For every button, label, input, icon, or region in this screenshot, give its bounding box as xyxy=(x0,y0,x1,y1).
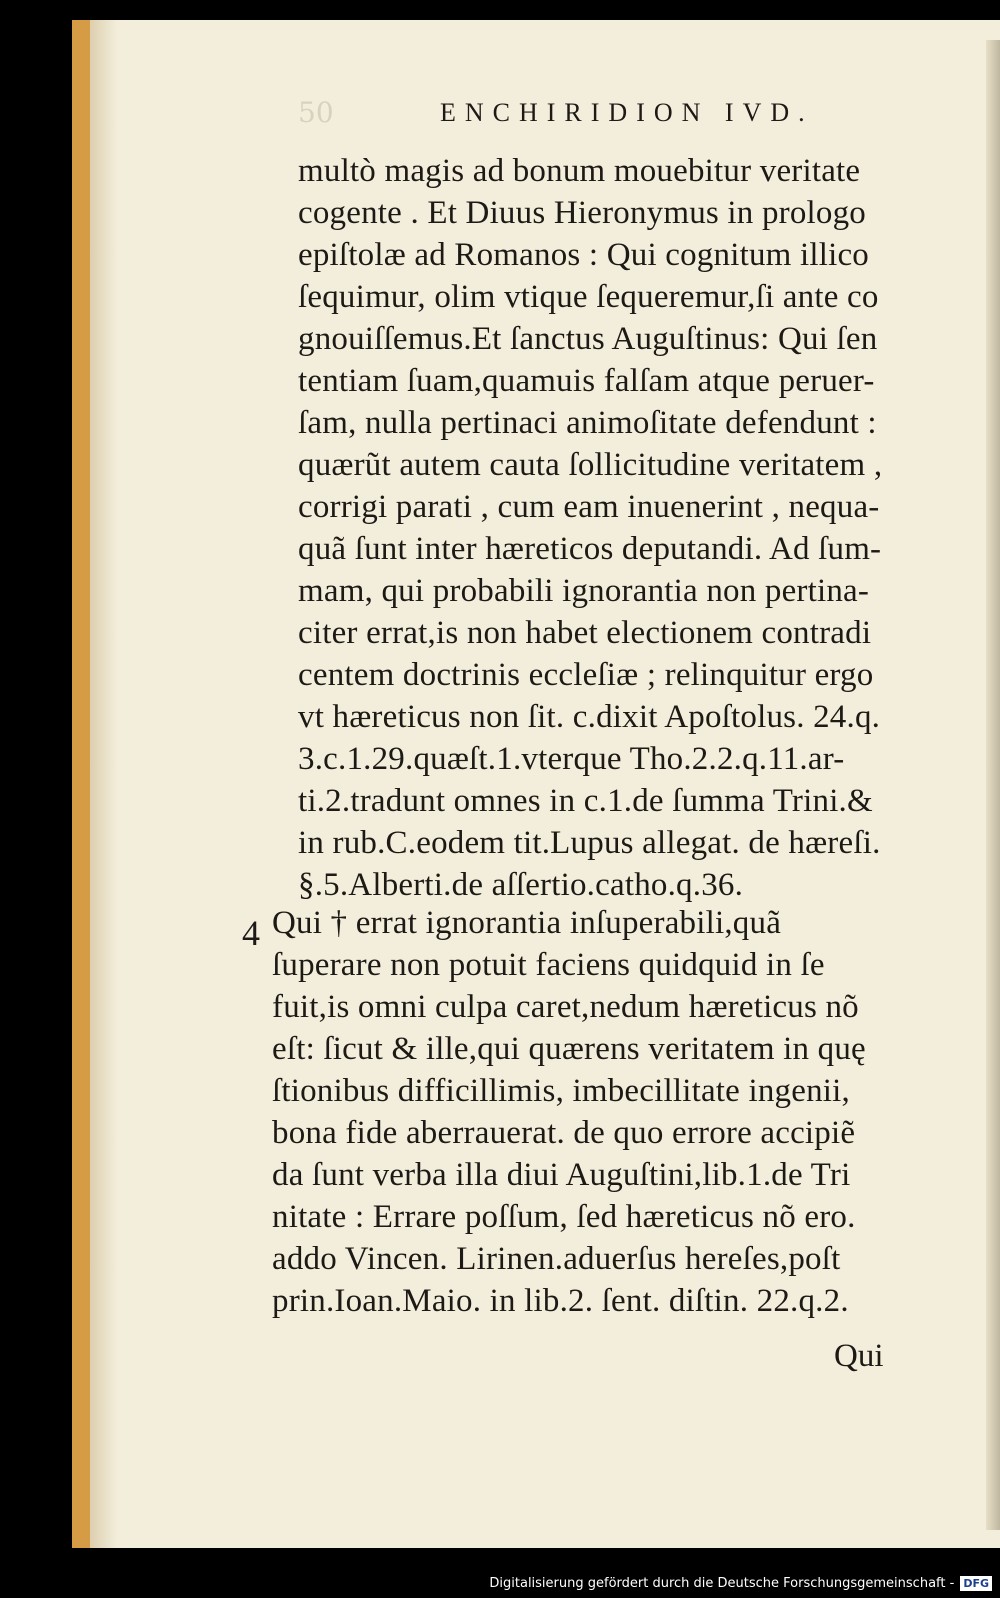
text-line: gnouiſſemus.Et ſanctus Auguſtinus: Qui ſen xyxy=(298,321,878,357)
catchword: Qui xyxy=(834,1338,884,1374)
text-line: multò magis ad bonum mouebitur veritate xyxy=(298,153,861,189)
text-line: cogente . Et Diuus Hieronymus in prologo xyxy=(298,195,867,231)
text-line: Qui † errat ignorantia inſuperabili,quã xyxy=(272,905,782,941)
running-head: ENCHIRIDION IVD. xyxy=(440,98,814,127)
text-line: fuit,is omni culpa caret,nedum hæreticus nõ xyxy=(272,989,859,1025)
text-line: ſuperare non potuit faciens quidquid in ſe xyxy=(272,947,825,983)
text-block-a xyxy=(298,150,978,906)
ghost-page-number: 50 xyxy=(298,96,334,129)
text-line: ſam, nulla pertinaci animoſitate defendunt : xyxy=(298,405,877,441)
text-line: ſequimur, olim vtique ſequeremur,ſi ante co xyxy=(298,279,879,315)
text-line: bona fide aberrauerat. de quo errore accipiẽ xyxy=(272,1115,856,1151)
text-line: da ſunt verba illa diui Auguſtini,lib.1.de Tri xyxy=(272,1157,851,1193)
footer-credit xyxy=(489,1572,992,1594)
text-line: quã ſunt inter hæreticos deputandi. Ad ſum- xyxy=(298,531,882,567)
text-line: centem doctrinis eccleſiæ ; relinquitur ergo xyxy=(298,657,874,693)
text-block-b xyxy=(272,902,972,1322)
text-line: epiſtolæ ad Romanos : Qui cognitum illico xyxy=(298,237,869,273)
text-line: mam, qui probabili ignorantia non pertina- xyxy=(298,573,870,609)
text-line: ſtionibus difficillimis, imbecillitate ingenii, xyxy=(272,1073,850,1109)
text-line: corrigi parati , cum eam inuenerint , nequa- xyxy=(298,489,880,525)
text-line: addo Vincen. Lirinen.aduerſus hereſes,poſt xyxy=(272,1241,841,1277)
text-line: nitate : Errare poſſum, ſed hæreticus nõ ero. xyxy=(272,1199,856,1235)
text-line: eſt: ſicut & ille,qui quærens veritatem in quę xyxy=(272,1031,866,1067)
text-line: 3.c.1.29.quæſt.1.vterque Tho.2.2.q.11.ar- xyxy=(298,741,845,777)
page-right-edge xyxy=(986,40,1000,1530)
text-line: §.5.Alberti.de aſſertio.catho.q.36. xyxy=(298,867,744,903)
margin-section-number: 4 xyxy=(242,913,260,953)
text-line: ti.2.tradunt omnes in c.1.de ſumma Trini.& xyxy=(298,783,873,819)
text-line: tentiam ſuam,quamuis falſam atque peruer- xyxy=(298,363,875,399)
text-line: in rub.C.eodem tit.Lupus allegat. de hæreſi. xyxy=(298,825,881,861)
page-gutter-shadow xyxy=(90,20,118,1548)
text-line: quærũt autem cauta ſollicitudine veritatem , xyxy=(298,447,883,483)
text-line: vt hæreticus non ſit. c.dixit Apoſtolus. 24.q. xyxy=(298,699,881,735)
dfg-logo: DFG xyxy=(960,1576,992,1591)
text-line: citer errat,is non habet electionem contradi xyxy=(298,615,872,651)
footer-credit-text: Digitalisierung gefördert durch die Deutsche Forschungsgemeinschaft - xyxy=(489,1575,955,1591)
text-line: prin.Ioan.Maio. in lib.2. ſent. diſtin. 22.q.2. xyxy=(272,1283,849,1319)
